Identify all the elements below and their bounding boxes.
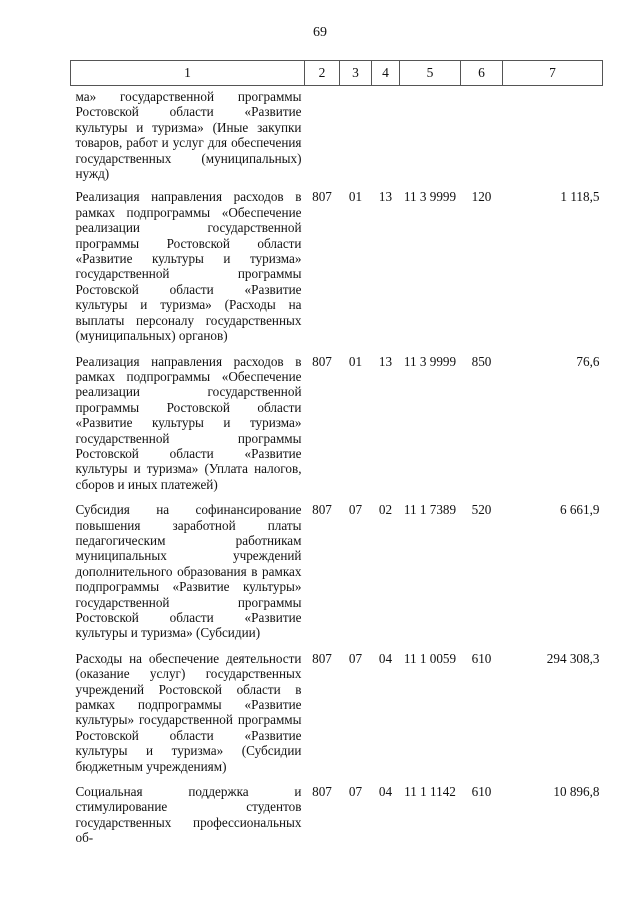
row-section-code: [340, 86, 372, 190]
row-subsection-code: 04: [378, 784, 393, 800]
table-row: [71, 86, 603, 190]
row-section-code: 07: [348, 784, 363, 800]
row-ministry-code: 807: [312, 189, 332, 205]
row-ministry-code: 807: [312, 784, 332, 800]
table-row: [71, 651, 603, 784]
table-row: [71, 354, 603, 503]
header-col-3: 3: [340, 61, 372, 86]
row-target-article: 11 3 9999: [403, 353, 457, 369]
header-col-7: 7: [503, 61, 603, 86]
table-header-row: [71, 61, 603, 86]
row-ministry-code: 807: [312, 353, 332, 369]
row-target-article: [400, 86, 461, 190]
row-description: Социальная поддержка и стимулирование студентов государственных профессиональных об-: [75, 784, 302, 846]
row-section-code: 01: [348, 189, 363, 205]
row-expense-type: 610: [471, 784, 492, 800]
row-target-article: 11 3 9999: [403, 189, 457, 205]
row-ministry-code: [305, 86, 340, 190]
row-section-code: 07: [348, 650, 363, 666]
header-col-2: 2: [305, 61, 340, 86]
row-amount: 1 118,5: [560, 189, 600, 205]
row-description: Реализация направления расходов в рамках подпрограммы «Обеспечение реализации государственной программы Ростовской области «Развитие культуры и туризма» государственной программы Ростовской области «Развитие культуры и туризма» (Уплата налогов, сборов и иных платежей): [75, 353, 302, 492]
row-subsection-code: 02: [378, 502, 393, 518]
row-amount: 6 661,9: [559, 502, 600, 518]
row-expense-type: 850: [471, 353, 492, 369]
row-target-article: 11 1 0059: [403, 650, 457, 666]
table-row: [71, 502, 603, 651]
row-amount: 76,6: [576, 353, 600, 369]
row-expense-type: 520: [471, 502, 492, 518]
row-expense-type: 610: [471, 650, 492, 666]
row-expense-type: 120: [471, 189, 492, 205]
row-amount: 294 308,3: [546, 650, 600, 666]
row-section-code: 07: [348, 502, 363, 518]
page-number: 69: [313, 25, 327, 40]
budget-table: [70, 60, 603, 846]
row-description: Реализация направления расходов в рамках подпрограммы «Обеспечение реализации государственной программы Ростовской области «Развитие культуры и туризма» государственной программы Ростовской области «Развитие культуры и туризма» (Расходы на выплаты персоналу государственных (муниципальных) органов): [75, 189, 302, 344]
row-description: Субсидия на софинансирование повышения заработной платы педагогическим работникам муниципальных учреждений дополнительного образования в рамках подпрограммы «Развитие культуры» государственной программы Ростовской области «Развитие культуры и туризма» (Субсидии): [75, 502, 302, 641]
table-row: [71, 189, 603, 353]
row-amount: 10 896,8: [553, 784, 600, 800]
header-col-4: 4: [372, 61, 400, 86]
row-description: ма» государственной программы Ростовской области «Развитие культуры и туризма» (Иные закупки товаров, работ и услуг для обеспечения государственных (муниципальных) нужд): [75, 89, 302, 182]
row-subsection-code: [372, 86, 400, 190]
row-subsection-code: 04: [378, 650, 393, 666]
row-section-code: 01: [348, 353, 363, 369]
row-target-article: 11 1 7389: [403, 502, 457, 518]
header-col-1: 1: [71, 61, 305, 86]
row-amount: [503, 86, 603, 190]
row-subsection-code: 13: [378, 353, 393, 369]
header-col-5: 5: [400, 61, 461, 86]
row-ministry-code: 807: [312, 650, 332, 666]
row-ministry-code: 807: [312, 502, 332, 518]
header-col-6: 6: [461, 61, 503, 86]
table-row: [71, 784, 603, 846]
row-subsection-code: 13: [378, 189, 393, 205]
row-target-article: 11 1 1142: [404, 784, 456, 800]
row-expense-type: [461, 86, 503, 190]
row-description: Расходы на обеспечение деятельности (оказание услуг) государственных учреждений Ростовской области в рамках подпрограммы «Развитие культуры» государственной программы Ростовской области «Развитие культуры и туризма» (Субсидии бюджетным учреждениям): [75, 650, 302, 774]
